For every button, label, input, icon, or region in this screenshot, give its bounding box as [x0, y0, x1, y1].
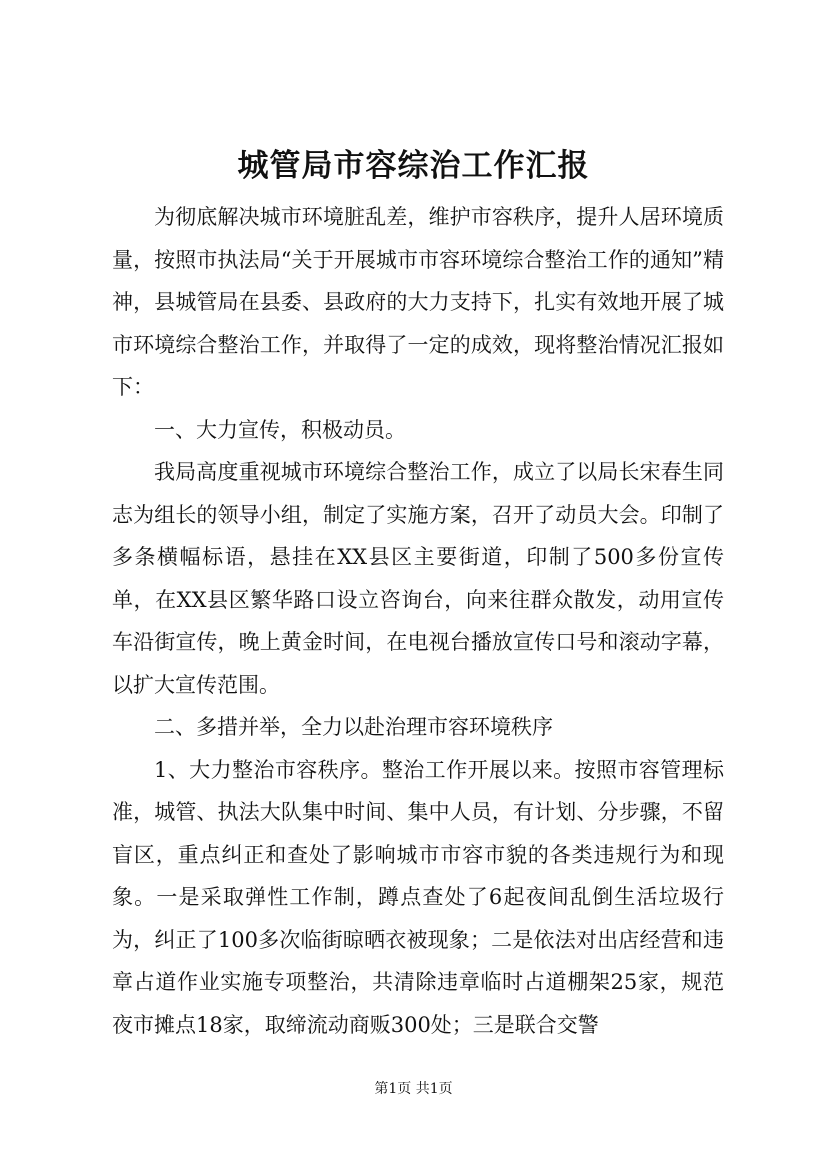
section-heading-1: 一、大力宣传，积极动员。	[154, 417, 406, 442]
document-title: 城管局市容综治工作汇报	[237, 148, 590, 184]
paragraph-rectification: 1、大力整治市容秩序。整治工作开展以来。按照市容管理标准，城管、执法大队集中时间、集中人员，有计划、分步骤，不留盲区，重点纠正和查处了影响城市市容市貌的各类违规行为和现象。一是采取弹性工作制，蹲点查处了6起夜间乱倒生活垃圾行为，纠正了100多次临街晾晒衣被现象；二是依法对出店经营和违章占道作业实施专项整治，共清除违章临时占道棚架25家，规范夜市摊点18家，取缔流动商贩300处；三是联合交警	[112, 757, 724, 1037]
paragraph-intro: 为彻底解决城市环境脏乱差，维护市容秩序，提升人居环境质量，按照市执法局“关于开展城市市容环境综合整治工作的通知”精神，县城管局在县委、县政府的大力支持下，扎实有效地开展了城市环境综合整治工作，并取得了一定的成效，现将整治情况汇报如下：	[112, 205, 724, 399]
section-heading-2: 二、多措并举，全力以赴治理市容环境秩序	[154, 715, 553, 739]
paragraph-publicity: 我局高度重视城市环境综合整治工作，成立了以局长宋春生同志为组长的领导小组，制定了实施方案，召开了动员大会。印制了多条横幅标语，悬挂在XX县区主要街道，印制了500多份宣传单，在XX县区繁华路口设立咨询台，向来往群众散发，动用宣传车沿街宣传，晚上黄金时间，在电视台播放宣传口号和滚动字幕，以扩大宣传范围。	[112, 460, 724, 697]
document-body	[112, 196, 724, 1046]
page-footer: 第1页 共1页	[374, 1081, 453, 1097]
